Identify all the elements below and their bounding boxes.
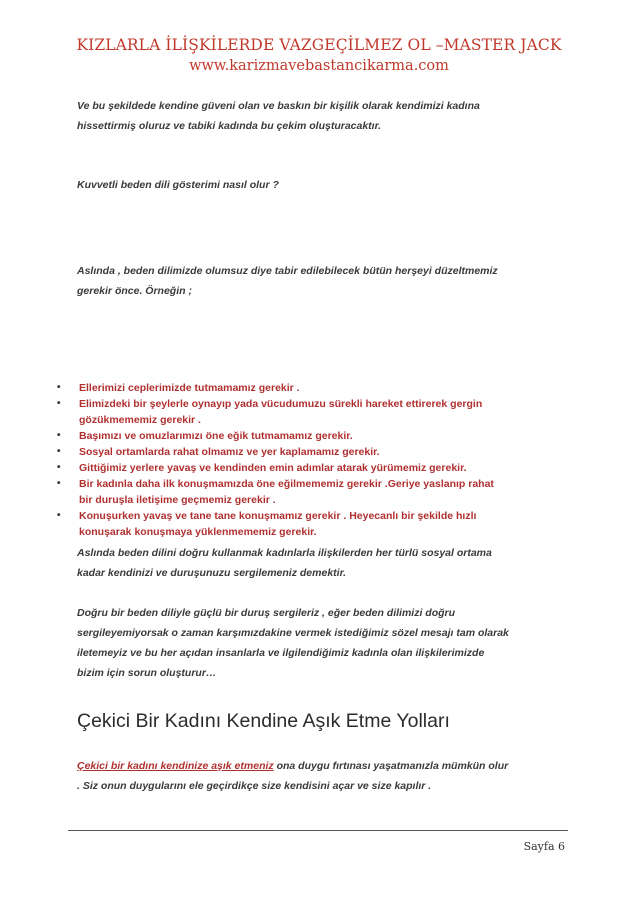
bullet-icon: • [57,398,61,409]
list-item-line: Ellerimizi ceplerimizde tutmamamız gerekir . [79,382,300,394]
paragraph-line: . Siz onun duygularını ele geçirdikçe size kendisini açar ve size kapılır . [77,780,432,792]
list-item [55,396,595,428]
bullet-icon: • [57,510,61,521]
paragraph-line: Aslında beden dilini doğru kullanmak kadınlarla ilişkilerden her türlü sosyal ortama [77,547,492,559]
paragraph-3 [77,261,577,301]
paragraph-4 [77,543,577,583]
list-item-line: konuşarak konuşmaya yüklenmememiz gerekir. [79,526,317,538]
list-item [55,380,595,396]
list-item [55,428,595,444]
footer-divider [68,830,568,831]
section-paragraph [77,756,508,796]
list-item-line: bir duruşla iletişime geçmemiz gerekir . [79,494,276,506]
list-item-line: Başımızı ve omuzlarımızı öne eğik tutmamamız gerekir. [79,430,353,442]
bullet-icon: • [57,446,61,457]
article-link[interactable]: Çekici bir kadını kendinize aşık etmeniz [77,760,274,772]
paragraph-line: Ve bu şekildede kendine güveni olan ve baskın bir kişilik olarak kendimizi kadına [77,100,480,112]
paragraph-line [77,756,508,776]
paragraph-line: Aslında , beden dilimizde olumsuz diye tabir edilebilecek bütün herşeyi düzeltmemiz [77,265,498,277]
list-item [55,460,595,476]
bullet-icon: • [57,462,61,473]
paragraph-line: Kuvvetli beden dili gösterimi nasıl olur ? [77,179,279,191]
section-heading: Çekici Bir Kadını Kendine Aşık Etme Yolları [77,710,450,732]
list-item-line: Elimizdeki bir şeylerle oynayıp yada vücudumuzu sürekli hareket ettirerek gergin [79,398,483,410]
bullet-list [55,380,595,540]
paragraph-text: ona duygu fırtınası yaşatmanızla mümkün olur [273,760,509,772]
list-item [55,444,595,460]
list-item-line: Sosyal ortamlarda rahat olmamız ve yer kaplamamız gerekir. [79,446,380,458]
list-item-line: Bir kadınla daha ilk konuşmamızda öne eğilmememiz gerekir .Geriye yaslanıp rahat [79,478,494,490]
paragraph-line: Doğru bir beden diliyle güçlü bir duruş sergileriz , eğer beden dilimizi doğru [77,607,456,619]
paragraph-5 [77,603,577,683]
paragraph-1 [77,96,577,136]
list-item-line: Gittiğimiz yerlere yavaş ve kendinden emin adımlar atarak yürümemiz gerekir. [79,462,467,474]
list-item [55,476,595,508]
paragraph-line: iletemeyiz ve bu her açıdan insanlarla ve ilgilendiğimiz kadınla olan ilişkilerimizde [77,647,485,659]
bullet-icon: • [57,430,61,441]
paragraph-line: kadar kendinizi ve duruşunuzu sergilemeniz demektir. [77,567,346,579]
bullet-icon: • [57,382,61,393]
list-item-line: gözükmememiz gerekir . [79,414,201,426]
document-header-url: www.karizmavebastancikarma.com [189,58,449,74]
paragraph-2 [77,175,577,195]
paragraph-line: sergileyemiyorsak o zaman karşımızdakine vermek istediğimiz sözel mesajı tam olarak [77,627,509,639]
paragraph-line: hissettirmiş oluruz ve tabiki kadında bu çekim oluşturacaktır. [77,120,382,132]
page-number: Sayfa 6 [523,840,565,853]
document-header-title: KIZLARLA İLİŞKİLERDE VAZGEÇİLMEZ OL –MASTER JACK [76,36,562,54]
bullet-icon: • [57,478,61,489]
list-item [55,508,595,540]
paragraph-line: bizim için sorun oluşturur… [77,667,217,679]
paragraph-line: gerekir önce. Örneğin ; [77,285,192,297]
list-item-line: Konuşurken yavaş ve tane tane konuşmamız gerekir . Heyecanlı bir şekilde hızlı [79,510,477,522]
